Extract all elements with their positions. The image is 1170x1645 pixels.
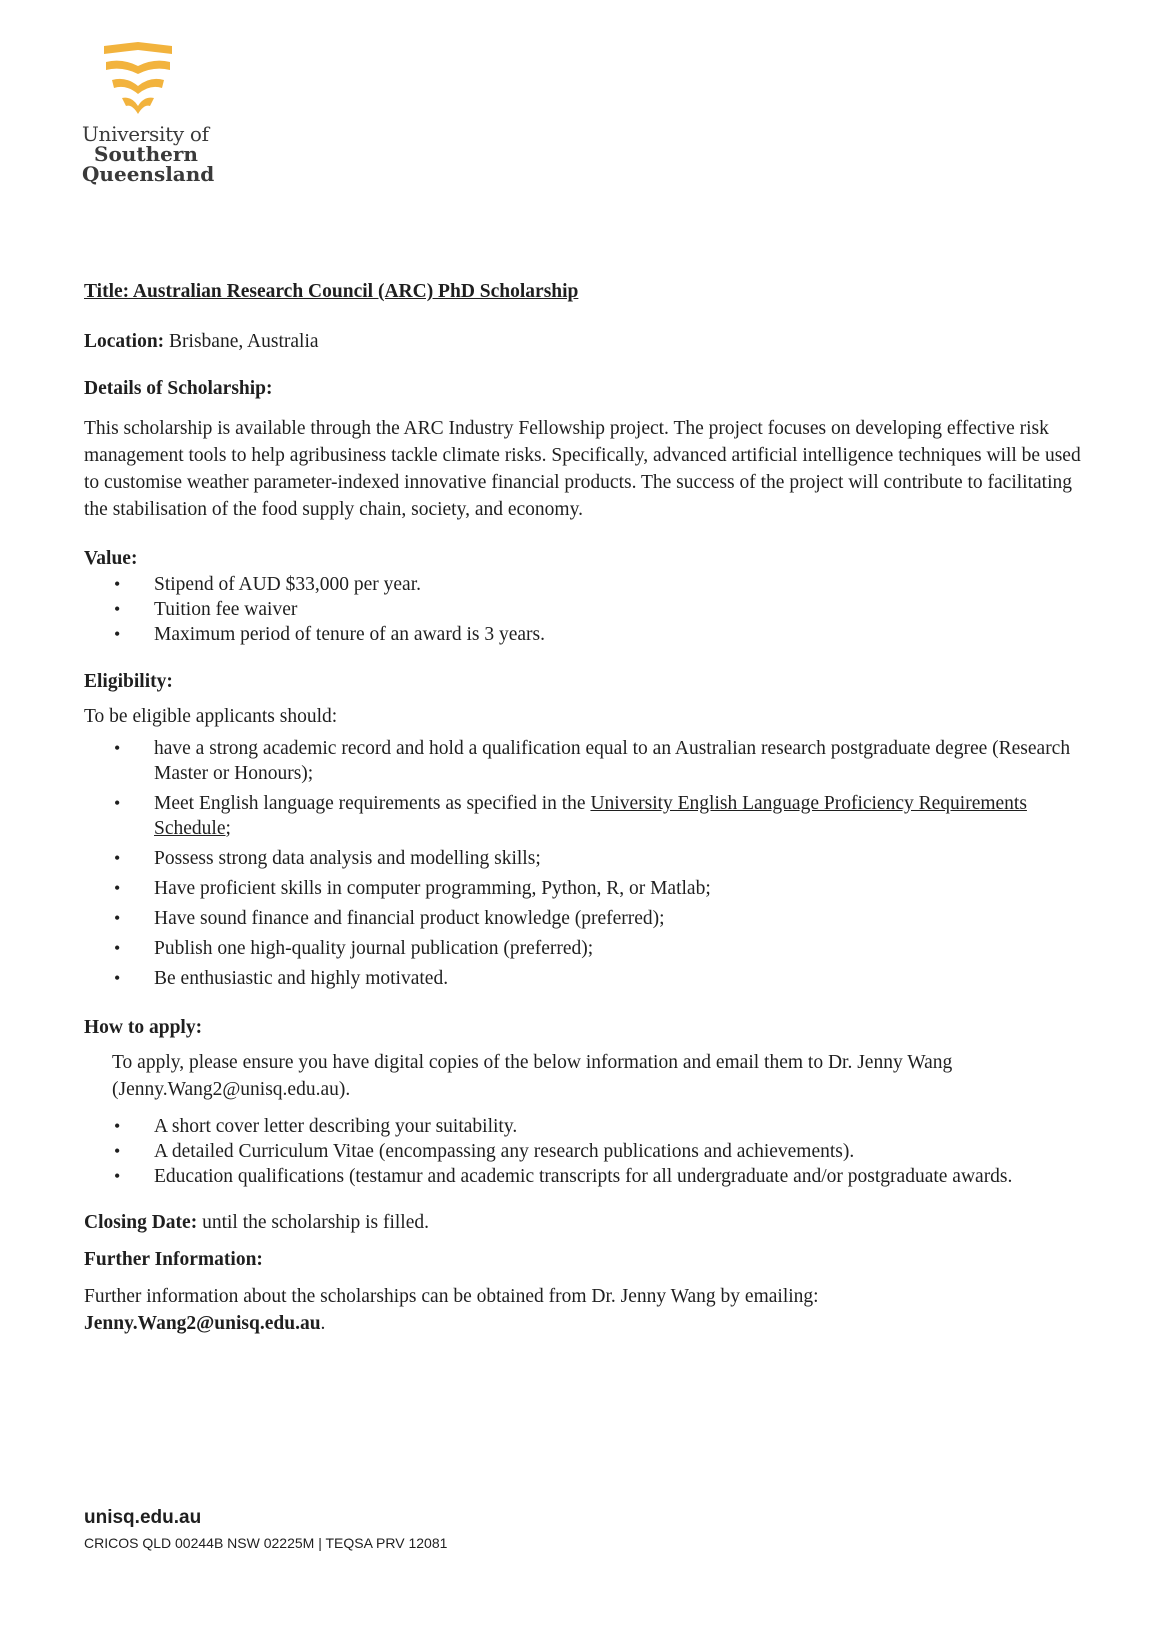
email-suffix: . — [320, 1313, 326, 1334]
logo-line-3: Queensland — [82, 162, 215, 186]
location-line — [84, 328, 1094, 355]
footer-cricos: CRICOS QLD 00244B NSW 02225M | TEQSA PRV 12081 — [84, 1535, 448, 1551]
list-item: • Have sound finance and financial product knowledge (preferred); — [84, 906, 1094, 931]
eligibility-heading: Eligibility: — [84, 671, 173, 692]
location-value: Brisbane, Australia — [164, 331, 319, 352]
further-text: Further information about the scholarships can be obtained from Dr. Jenny Wang by emailing: — [84, 1286, 819, 1307]
apply-list — [84, 1114, 1094, 1189]
list-item — [84, 791, 1094, 841]
closing-label: Closing Date: — [84, 1212, 198, 1233]
list-item: • Have proficient skills in computer programming, Python, R, or Matlab; — [84, 876, 1094, 901]
closing-value: until the scholarship is filled. — [197, 1212, 430, 1233]
document-body — [84, 278, 1094, 1337]
list-item: • Possess strong data analysis and modelling skills; — [84, 846, 1094, 871]
list-item: • Publish one high-quality journal publication (preferred); — [84, 936, 1094, 961]
logo-mark-icon — [102, 40, 174, 116]
logo-line-1: University of — [82, 122, 209, 146]
apply-heading: How to apply: — [84, 1017, 203, 1038]
details-heading: Details of Scholarship: — [84, 378, 273, 399]
list-item: • A detailed Curriculum Vitae (encompassing any research publications and achievements). — [84, 1139, 1094, 1164]
footer — [84, 1505, 447, 1553]
english-requirements-link[interactable]: University English Language Proficiency Requirements Schedule — [154, 793, 1027, 839]
details-text: This scholarship is available through the ARC Industry Fellowship project. The project focuses on developing effective risk management tools to help agribusiness tackle climate risks. Specifically, advanced artificial intelligence techniques will be used to customise weather parameter-indexed innovative financial products. The success of the project will contribute to facilitating the stabilisation of the food supply chain, society, and economy. — [84, 418, 1081, 520]
logo-line-2: Southern — [94, 142, 198, 166]
footer-website[interactable]: unisq.edu.au — [84, 1507, 202, 1528]
document-title: Title: Australian Research Council (ARC) PhD Scholarship — [84, 281, 579, 302]
eligibility-list — [84, 736, 1094, 991]
value-list — [84, 572, 1094, 647]
further-heading: Further Information: — [84, 1249, 263, 1270]
contact-email-line — [84, 1310, 1094, 1337]
eligibility-intro: To be eligible applicants should: — [84, 706, 338, 727]
apply-intro: To apply, please ensure you have digital copies of the below information and email them to Dr. Jenny Wang (Jenny.Wang2@unisq.edu.au). — [112, 1052, 953, 1100]
logo-wordmark — [82, 124, 222, 184]
list-item: • Stipend of AUD $33,000 per year. — [84, 572, 1094, 597]
contact-email[interactable]: Jenny.Wang2@unisq.edu.au — [84, 1313, 321, 1334]
list-item: • Tuition fee waiver — [84, 597, 1094, 622]
list-item: • Maximum period of tenure of an award is 3 years. — [84, 622, 1094, 647]
closing-line — [84, 1209, 1094, 1236]
list-item-text: Meet English language requirements as specified in the — [154, 793, 591, 814]
location-label: Location: — [84, 331, 165, 352]
list-item: • A short cover letter describing your suitability. — [84, 1114, 1094, 1139]
list-item: • Education qualifications (testamur and academic transcripts for all undergraduate and/or postgraduate awards. — [84, 1164, 1094, 1189]
value-heading: Value: — [84, 548, 138, 569]
list-item-suffix: ; — [225, 818, 231, 839]
list-item: • have a strong academic record and hold a qualification equal to an Australian research postgraduate degree (Research Master or Honours); — [84, 736, 1094, 786]
university-logo — [82, 40, 222, 184]
list-item: • Be enthusiastic and highly motivated. — [84, 966, 1094, 991]
